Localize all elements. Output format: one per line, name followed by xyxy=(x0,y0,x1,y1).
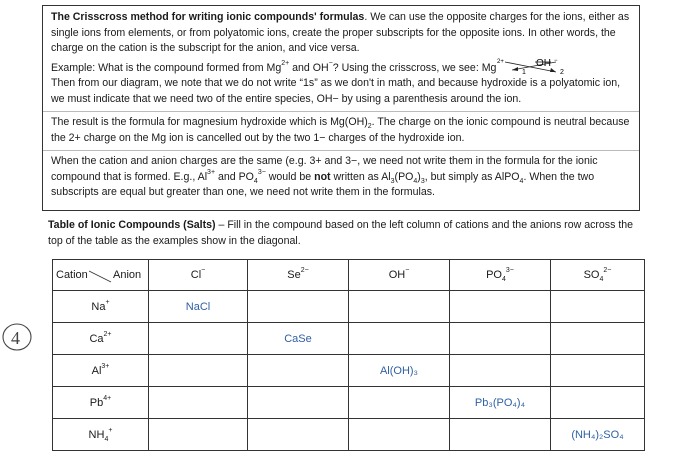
table-heading xyxy=(48,218,638,249)
compound-cell[interactable] xyxy=(248,355,349,387)
compound-cell[interactable] xyxy=(450,419,551,451)
p4-d: written as Al xyxy=(330,170,391,183)
anion-sub: 4 xyxy=(599,276,604,284)
compound-cell[interactable] xyxy=(149,323,248,355)
cation-base: Pb xyxy=(89,396,104,409)
compound-cell[interactable] xyxy=(349,387,450,419)
compound-cell[interactable]: (NH₄)₂SO₄ xyxy=(551,419,645,451)
compound-cell[interactable] xyxy=(551,323,645,355)
p4-b: and PO xyxy=(215,170,254,183)
diagram-oh: OH xyxy=(536,57,552,69)
p4-d3: ) xyxy=(417,170,421,183)
compound-cell[interactable]: CaSe xyxy=(248,323,349,355)
anion-header xyxy=(450,260,551,291)
p4-c: would be xyxy=(265,170,315,183)
intro-text: . We can use the opposite charges for the ions, either as single ions from elements, or from polyatomic ions, create the proper subscripts for the opposite ions. In other words, the charge on the cation is the subscript for the anion, and vice versa. xyxy=(51,11,630,54)
anion-header xyxy=(248,260,349,291)
compound-cell[interactable] xyxy=(450,355,551,387)
anion-sup: 2− xyxy=(603,267,612,275)
compound-cell[interactable] xyxy=(149,387,248,419)
p4-po-sup: 3− xyxy=(257,168,266,176)
compound-cell[interactable] xyxy=(551,355,645,387)
anion-sub: 4 xyxy=(502,276,506,284)
instruction-box xyxy=(42,5,640,211)
cation-cell xyxy=(53,355,149,387)
anion-base: Cl xyxy=(190,269,202,281)
diagram-mg-charge: 2+ xyxy=(497,58,505,65)
table-row xyxy=(53,355,645,387)
p4-a: When the cation and anion charges are the same (e.g. 3+ and 3−, we need not write them in the formula for the ionic compound that is formed. E.g., Al xyxy=(51,155,598,183)
result-paragraph xyxy=(51,115,631,146)
compound-cell[interactable] xyxy=(149,355,248,387)
cation-base: Al xyxy=(91,364,102,377)
anion-base: Se xyxy=(287,269,301,281)
example-paragraph xyxy=(51,57,631,77)
compound-cell[interactable] xyxy=(349,323,450,355)
compound-cell[interactable] xyxy=(248,419,349,451)
compound-cell[interactable] xyxy=(248,387,349,419)
p4-e-sub: 4 xyxy=(519,177,524,185)
compound-cell[interactable]: Pb₃(PO₄)₄ xyxy=(450,387,551,419)
equal-charges-paragraph xyxy=(51,154,631,201)
anion-header xyxy=(349,260,450,291)
cation-cell xyxy=(53,419,149,451)
table-title: Table of Ionic Compounds (Salts) xyxy=(48,219,216,231)
intro-paragraph xyxy=(51,10,631,57)
anion-base: PO xyxy=(486,269,502,281)
diagram-subscript-2: 2 xyxy=(560,68,565,76)
corner-cation-label: Cation xyxy=(56,269,88,281)
cation-sup: 4+ xyxy=(103,394,112,402)
p4-d-sub2: 4 xyxy=(413,177,418,185)
handwritten-4-annotation xyxy=(1,322,33,352)
cation-base: NH xyxy=(88,428,105,441)
table-row xyxy=(53,387,645,419)
crisscross-diagram xyxy=(496,57,616,76)
table-row xyxy=(53,291,645,323)
cation-base: Ca xyxy=(89,332,104,345)
ionic-compounds-table xyxy=(52,259,645,451)
compound-cell[interactable] xyxy=(551,291,645,323)
intro-title: The Crisscross method for writing ionic compounds' formulas xyxy=(51,11,365,23)
compound-cell[interactable] xyxy=(349,291,450,323)
table-row xyxy=(53,323,645,355)
compound-cell[interactable] xyxy=(248,291,349,323)
cation-cell xyxy=(53,387,149,419)
diagram-oh-charge: − xyxy=(554,57,558,64)
table-row xyxy=(53,419,645,451)
result-sub: 2 xyxy=(367,123,372,131)
anion-sup: − xyxy=(201,267,206,275)
compound-cell[interactable] xyxy=(551,387,645,419)
p4-po-sub: 4 xyxy=(253,177,258,185)
compound-cell[interactable]: NaCl xyxy=(149,291,248,323)
table-instructions: – Fill in the compound based on the left column of cations and the anions row across the top of the table as the examples show in the diagonal. xyxy=(48,219,634,247)
cation-base: Na xyxy=(91,300,106,313)
example-text-1: Example: What is the compound formed from Mg xyxy=(51,61,282,74)
anion-header xyxy=(149,260,248,291)
anion-sup: 3− xyxy=(505,267,514,275)
compound-cell[interactable]: Al(OH)₃ xyxy=(349,355,450,387)
p4-e: , but simply as AlPO xyxy=(424,170,520,183)
anion-base: SO xyxy=(583,269,600,281)
cation-sub: 4 xyxy=(104,435,109,443)
result-text-2: . The charge on the ionic compound is neutral because the 2+ charge on the Mg ion is cancelled out by the two 1− charges of the hydroxide ion. xyxy=(51,116,630,144)
example-text-2: and OH xyxy=(289,61,329,74)
divider xyxy=(43,111,639,112)
compound-cell[interactable] xyxy=(450,323,551,355)
compound-cell[interactable] xyxy=(149,419,248,451)
handwritten-4: 4 xyxy=(11,328,20,348)
anion-sup: − xyxy=(405,267,410,275)
compound-cell[interactable] xyxy=(349,419,450,451)
cation-sup: 3+ xyxy=(101,362,110,370)
example-text-3: ? Using the crisscross, we see: Mg xyxy=(332,61,497,74)
p4-d-sub1: 3 xyxy=(390,177,395,185)
anion-header xyxy=(551,260,645,291)
oh-charge: − xyxy=(328,59,333,67)
compound-cell[interactable] xyxy=(450,291,551,323)
cation-sup: + xyxy=(108,426,113,434)
diagram-arrowhead-2 xyxy=(512,67,518,71)
table-header-row xyxy=(53,260,645,291)
diagram-subscript-1: 1 xyxy=(522,68,527,76)
divider xyxy=(43,150,639,151)
cation-cell xyxy=(53,323,149,355)
p4-d-sub3: 3 xyxy=(420,177,425,185)
cation-cell xyxy=(53,291,149,323)
cation-sup: + xyxy=(105,298,110,306)
anion-sup: 2− xyxy=(300,267,309,275)
p4-d2: (PO xyxy=(394,170,414,183)
mg-charge: 2+ xyxy=(281,59,290,67)
cation-sup: 2+ xyxy=(103,330,112,338)
p4-f: . When the two subscripts are equal but greater than one, we need not write them in the formulas. xyxy=(51,170,595,198)
p4-not: not xyxy=(314,170,331,183)
diagram-paragraph: Then from our diagram, we note that we do not write “1s” as we don't in math, and because hydroxide is a polyatomic ion, we must indicate that we need two of the entire species, OH− by using a parenthesis around the ion. xyxy=(51,77,621,105)
anion-base: OH xyxy=(388,269,406,281)
p4-al-sup: 3+ xyxy=(207,168,216,176)
corner-cell xyxy=(53,260,149,291)
result-text-1: The result is the formula for magnesium hydroxide which is Mg(OH) xyxy=(51,116,368,128)
corner-anion-label: Anion xyxy=(113,269,142,281)
